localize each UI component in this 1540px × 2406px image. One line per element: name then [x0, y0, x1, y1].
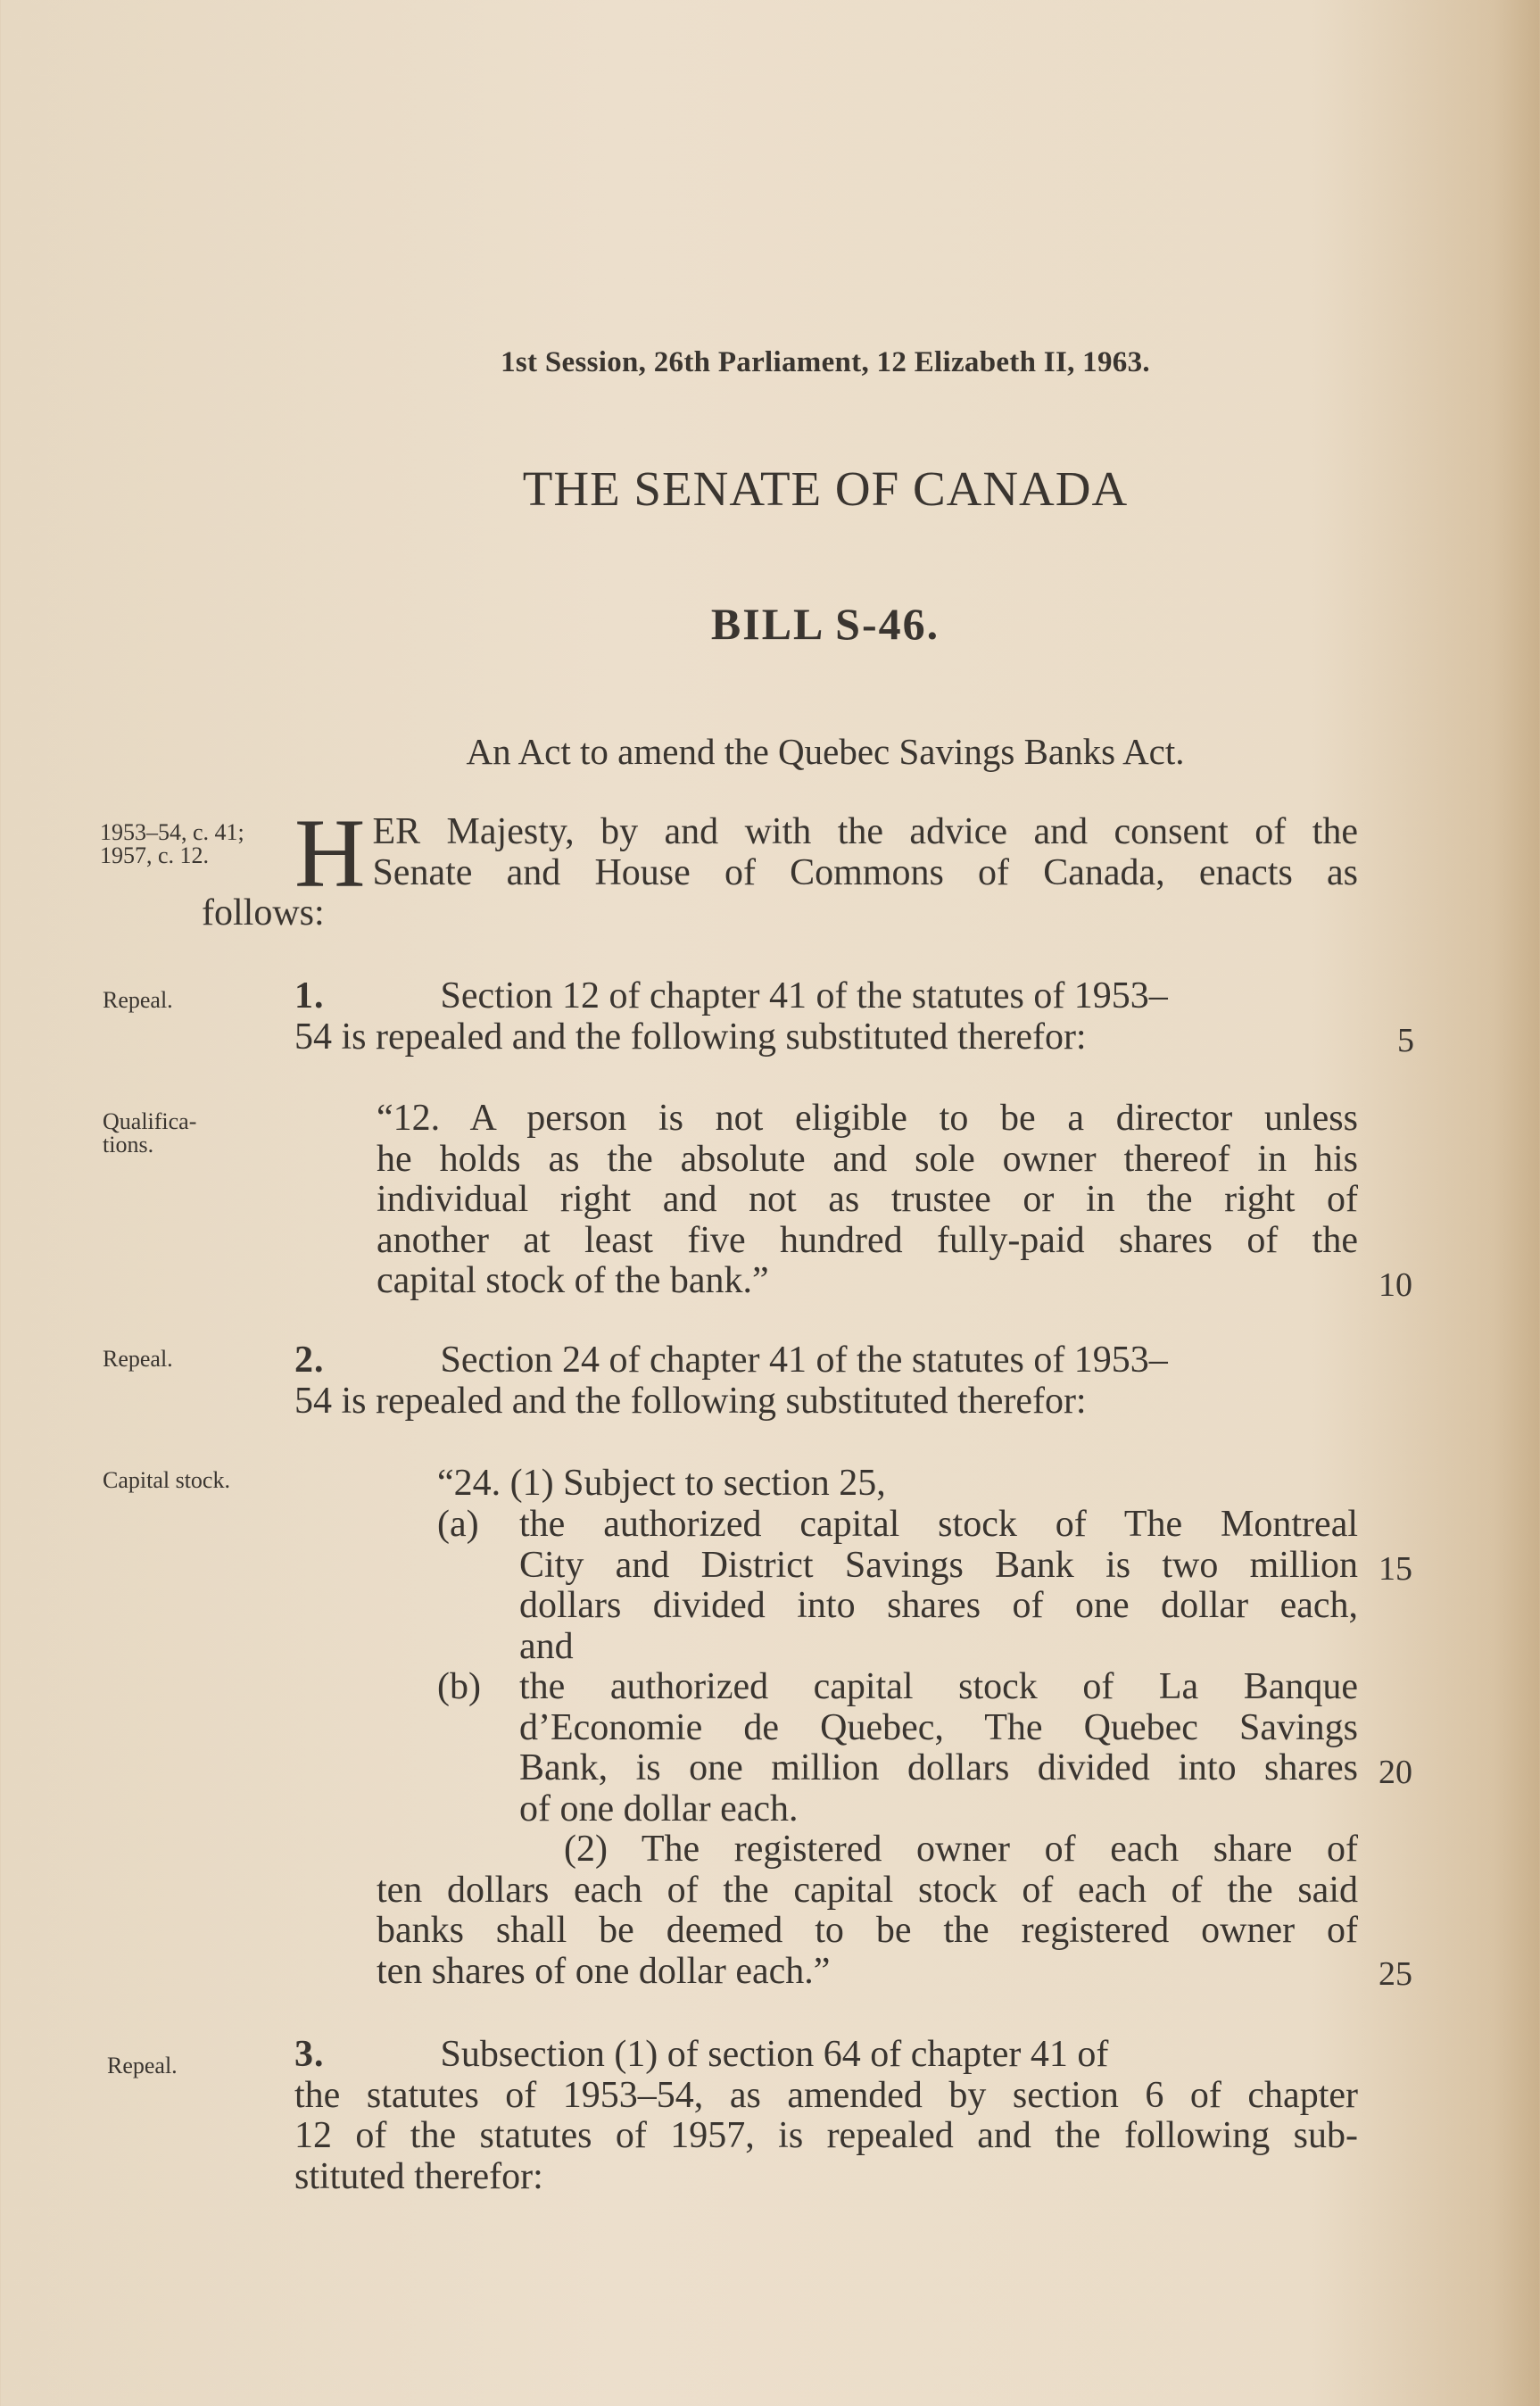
quote-12-line-2: he holds as the absolute and sole owner thereof in his	[377, 1138, 1358, 1180]
subsection-2-line-2: ten dollars each of the capital stock of each of the said	[377, 1869, 1358, 1911]
subsection-2-line-1: (2) The registered owner of each share of	[564, 1829, 1358, 1870]
quote-12-line-1: “12. A person is not eligible to be a director unless	[377, 1098, 1358, 1139]
para-a	[519, 1505, 1358, 1667]
line-number-20: 20	[1379, 1754, 1412, 1791]
section-24-heading: “24. (1) Subject to section 25,	[437, 1463, 886, 1504]
section-3-line-3: 12 of the statutes of 1957, is repealed and the following sub-	[294, 2115, 1358, 2156]
quote-12-line-3: individual right and not as trustee or in the right of	[377, 1179, 1358, 1220]
margin-repeal-2: Repeal.	[103, 1346, 173, 1372]
enacting-line-1: ER Majesty, by and with the advice and consent of the	[372, 811, 1358, 852]
para-b-line-1: the authorized capital stock of La Banque	[519, 1666, 1358, 1707]
enacting-clause	[202, 799, 1358, 934]
section-1-line-2: 54 is repealed and the following substituted therefor:	[294, 1016, 1087, 1058]
margin-capital-stock: Capital stock.	[103, 1467, 230, 1493]
bill-title: An Act to amend the Quebec Savings Banks Act.	[466, 731, 1185, 772]
chamber-title: THE SENATE OF CANADA	[522, 461, 1129, 516]
margin-citation-1: 1953–54, c. 41;	[100, 819, 244, 845]
bill-number: BILL S-46.	[710, 599, 940, 649]
margin-qualifications	[103, 1110, 196, 1157]
section-3	[294, 2035, 1358, 2197]
margin-qualifications-1: Qualifica-	[103, 1108, 197, 1134]
section-3-line-1	[294, 2035, 1358, 2076]
section-12-quote	[377, 1099, 1358, 1302]
section-2	[294, 1340, 1358, 1422]
margin-qualifications-2: tions.	[103, 1132, 154, 1157]
para-a-label: (a)	[437, 1504, 479, 1545]
section-2-text-1: Section 24 of chapter 41 of the statutes of 1953–	[440, 1340, 1168, 1381]
section-3-line-4: stituted therefor:	[294, 2155, 543, 2197]
subsection-2-line-4: ten shares of one dollar each.”	[377, 1950, 831, 1992]
line-number-10: 10	[1379, 1266, 1412, 1304]
quote-12-line-5: capital stock of the bank.”	[377, 1260, 769, 1301]
margin-repeal-3: Repeal.	[107, 2053, 178, 2078]
section-1	[294, 976, 1358, 1058]
line-number-15: 15	[1379, 1550, 1412, 1588]
para-a-line-2: City and District Savings Bank is two million	[519, 1544, 1358, 1586]
para-b	[519, 1667, 1358, 1829]
para-a-line-3: dollars divided into shares of one dollar each,	[519, 1585, 1358, 1626]
line-number-25: 25	[1379, 1955, 1412, 1993]
subsection-2	[377, 1829, 1358, 1992]
quote-12-line-4: another at least five hundred fully-paid shares of the	[377, 1219, 1358, 1261]
para-b-label: (b)	[437, 1666, 481, 1707]
section-1-number: 1.	[294, 975, 325, 1016]
section-1-line-1	[294, 976, 1358, 1017]
section-1-text-1: Section 12 of chapter 41 of the statutes of 1953–	[440, 975, 1168, 1016]
section-3-text-1: Subsection (1) of section 64 of chapter 41 of	[440, 2034, 1109, 2075]
enacting-line-3: follows:	[202, 892, 325, 933]
section-3-number: 3.	[294, 2034, 325, 2075]
line-number-5: 5	[1397, 1022, 1414, 1059]
margin-citation	[100, 821, 244, 867]
section-2-line-2: 54 is repealed and the following substituted therefor:	[294, 1380, 1087, 1422]
para-b-line-4: of one dollar each.	[519, 1788, 799, 1829]
section-2-line-1	[294, 1340, 1358, 1381]
margin-citation-2: 1957, c. 12.	[100, 842, 210, 868]
para-b-line-2: d’Economie de Quebec, The Quebec Savings	[519, 1706, 1358, 1748]
para-b-line-3: Bank, is one million dollars divided into shares	[519, 1747, 1358, 1788]
session-line: 1st Session, 26th Parliament, 12 Elizabeth II, 1963.	[501, 346, 1150, 378]
para-a-line-1: the authorized capital stock of The Montreal	[519, 1504, 1358, 1545]
margin-repeal-1: Repeal.	[103, 987, 173, 1013]
para-a-line-4: and	[519, 1625, 574, 1667]
subsection-2-line-3: banks shall be deemed to be the registered owner of	[377, 1910, 1358, 1951]
section-2-number: 2.	[294, 1340, 325, 1381]
enacting-line-2: Senate and House of Commons of Canada, enacts as	[372, 851, 1358, 893]
drop-cap: H	[294, 799, 366, 908]
section-3-line-2: the statutes of 1953–54, as amended by section 6 of chapter	[294, 2074, 1358, 2116]
